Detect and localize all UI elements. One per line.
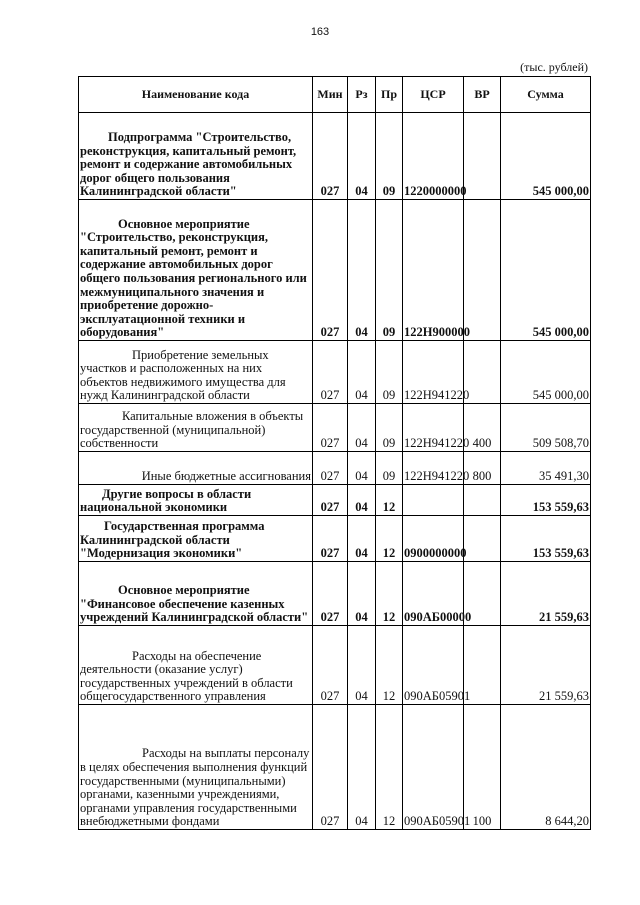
row-vr: 400 — [464, 404, 501, 452]
row-pr: 09 — [376, 404, 403, 452]
row-csr: 122H941220 — [403, 404, 464, 452]
row-min: 027 — [313, 562, 348, 626]
table-row — [79, 516, 591, 562]
row-name: Приобретение земельных участков и расположенных на них объектов недвижимого имущества для нужд Калининградской области — [79, 341, 313, 404]
row-pr: 09 — [376, 200, 403, 341]
row-min: 027 — [313, 485, 348, 516]
row-sum: 8 644,20 — [501, 705, 591, 830]
row-sum: 545 000,00 — [501, 113, 591, 200]
table-row — [79, 341, 591, 404]
row-name: Иные бюджетные ассигнования — [79, 452, 313, 485]
row-rz: 04 — [348, 705, 376, 830]
row-sum: 509 508,70 — [501, 404, 591, 452]
row-name: Капитальные вложения в объекты государственной (муниципальной) собственности — [79, 404, 313, 452]
row-name: Расходы на обеспечение деятельности (оказание услуг) государственных учреждений в области общегосударственного управления — [79, 626, 313, 705]
row-rz: 04 — [348, 626, 376, 705]
row-pr: 12 — [376, 516, 403, 562]
row-csr: 122H941220 — [403, 341, 464, 404]
col-header-pr: Пр — [376, 77, 403, 113]
row-vr: 800 — [464, 452, 501, 485]
row-rz: 04 — [348, 113, 376, 200]
row-name: Другие вопросы в области национальной экономики — [79, 485, 313, 516]
row-vr — [464, 113, 501, 200]
unit-label: (тыс. рублей) — [520, 60, 588, 74]
col-header-csr: ЦСР — [403, 77, 464, 113]
row-rz: 04 — [348, 485, 376, 516]
col-header-min: Мин — [313, 77, 348, 113]
row-min: 027 — [313, 452, 348, 485]
row-rz: 04 — [348, 562, 376, 626]
row-csr: 1220000000 — [403, 113, 464, 200]
row-name: Подпрограмма "Строительство, реконструкция, капитальный ремонт, ремонт и содержание автомобильных дорог общего пользования Калининградской области" — [79, 113, 313, 200]
row-sum: 21 559,63 — [501, 626, 591, 705]
row-vr — [464, 200, 501, 341]
row-vr — [464, 341, 501, 404]
col-header-vr: ВР — [464, 77, 501, 113]
row-min: 027 — [313, 200, 348, 341]
row-min: 027 — [313, 341, 348, 404]
row-name: Основное мероприятие "Финансовое обеспечение казенных учреждений Калининградской области" — [79, 562, 313, 626]
table-row — [79, 200, 591, 341]
table-row — [79, 452, 591, 485]
row-csr: 0900000000 — [403, 516, 464, 562]
page-number: 163 — [310, 26, 330, 38]
row-min: 027 — [313, 404, 348, 452]
row-name: Основное мероприятие "Строительство, реконструкция, капитальный ремонт, ремонт и содержание автомобильных дорог общего пользования регионального или межмуниципального значения и приобретение дорожно-эксплуатационной техники и оборудования" — [79, 200, 313, 341]
row-pr: 09 — [376, 341, 403, 404]
row-pr: 09 — [376, 113, 403, 200]
row-sum: 545 000,00 — [501, 200, 591, 341]
row-pr: 09 — [376, 452, 403, 485]
row-csr: 090АБ05901 — [403, 705, 464, 830]
col-header-rz: Рз — [348, 77, 376, 113]
table-row — [79, 562, 591, 626]
row-sum: 153 559,63 — [501, 485, 591, 516]
row-pr: 12 — [376, 705, 403, 830]
row-rz: 04 — [348, 452, 376, 485]
row-rz: 04 — [348, 341, 376, 404]
row-vr: 100 — [464, 705, 501, 830]
row-vr — [464, 485, 501, 516]
table-row — [79, 626, 591, 705]
row-min: 027 — [313, 516, 348, 562]
row-sum: 21 559,63 — [501, 562, 591, 626]
row-sum: 35 491,30 — [501, 452, 591, 485]
table-row — [79, 485, 591, 516]
table-row — [79, 404, 591, 452]
row-sum: 153 559,63 — [501, 516, 591, 562]
col-header-sum: Сумма — [501, 77, 591, 113]
row-vr — [464, 516, 501, 562]
header-row — [79, 77, 591, 113]
row-rz: 04 — [348, 200, 376, 341]
row-csr: 090АБ05901 — [403, 626, 464, 705]
row-name: Государственная программа Калининградской области "Модернизация экономики" — [79, 516, 313, 562]
row-pr: 12 — [376, 626, 403, 705]
budget-table — [78, 76, 591, 830]
row-rz: 04 — [348, 516, 376, 562]
table-row — [79, 705, 591, 830]
row-min: 027 — [313, 626, 348, 705]
row-min: 027 — [313, 113, 348, 200]
row-rz: 04 — [348, 404, 376, 452]
row-pr: 12 — [376, 485, 403, 516]
table-row — [79, 113, 591, 200]
col-header-name: Наименование кода — [79, 77, 313, 113]
row-name: Расходы на выплаты персоналу в целях обеспечения выполнения функций государственными (муниципальными) органами, казенными учреждениями, органами управления государственными внебюджетными фондами — [79, 705, 313, 830]
row-min: 027 — [313, 705, 348, 830]
row-csr: 090АБ00000 — [403, 562, 464, 626]
row-csr — [403, 485, 464, 516]
row-sum: 545 000,00 — [501, 341, 591, 404]
row-pr: 12 — [376, 562, 403, 626]
row-csr: 122H941220 — [403, 452, 464, 485]
row-csr: 122H900000 — [403, 200, 464, 341]
